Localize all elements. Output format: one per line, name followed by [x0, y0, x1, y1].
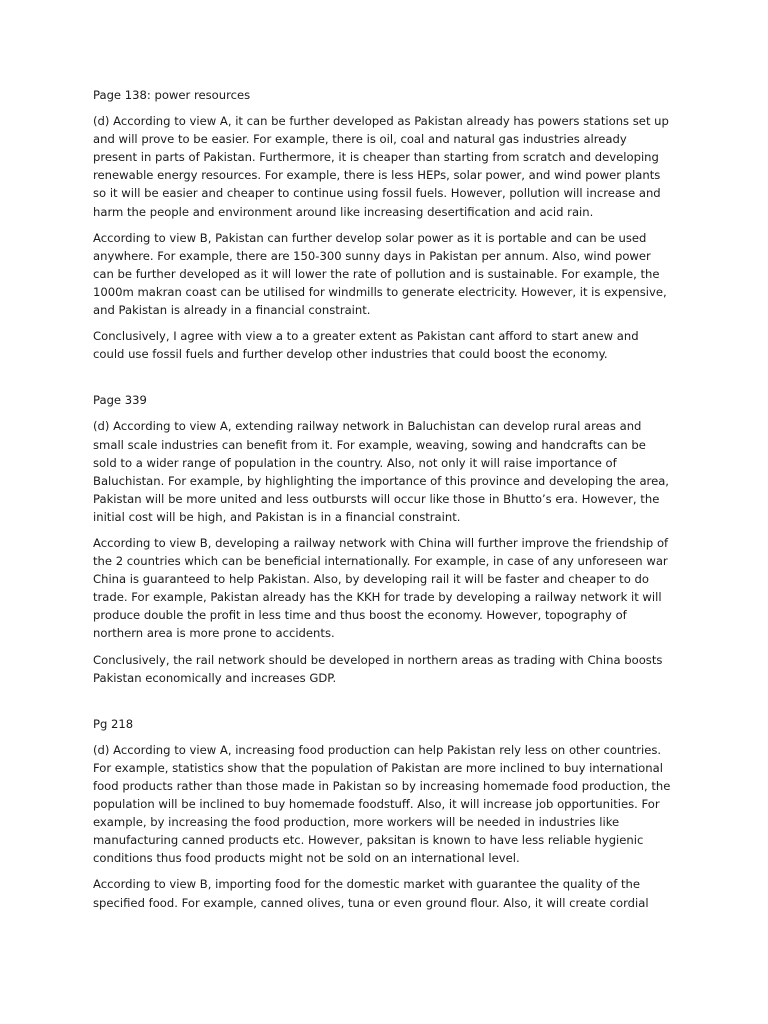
document-page — [93, 86, 673, 920]
paragraph: (d) According to view A, increasing food production can help Pakistan rely less on other countries. For example, statistics show that the population of Pakistan are more inclined to buy international food products rather than those made in Pakistan so by increasing homemade food production, the population will be inclined to buy homemade foodstuff. Also, it will increase job opportunities. For example, by increasing the food production, more workers will be needed in industries like manufacturing canned products etc. However, paksitan is known to have less reliable hygienic conditions thus food products might not be sold on an international level. — [93, 742, 671, 866]
section-railway — [93, 391, 673, 686]
section-heading: Pg 218 — [93, 716, 134, 731]
section-power-resources — [93, 86, 673, 363]
paragraph: According to view B, importing food for the domestic market with guarantee the quality of the specified food. For example, canned olives, tuna or even ground flour. Also, it will create cordial — [93, 877, 649, 910]
section-food-production — [93, 715, 673, 912]
paragraph: (d) According to view A, extending railway network in Baluchistan can develop rural areas and small scale industries can benefit from it. For example, weaving, sowing and handcrafts can be sold to a wider range of population in the country. Also, not only it will raise importance of Baluchistan. For example, by highlighting the importance of this province and developing the area, Pakistan will be more united and less outbursts will occur like those in Bhutto’s era. However, the initial cost will be high, and Pakistan is in a financial constraint. — [93, 419, 669, 524]
section-heading: Page 138: power resources — [93, 88, 251, 102]
section-heading: Page 339 — [93, 393, 147, 408]
paragraph: According to view B, Pakistan can further develop solar power as it is portable and can be used anywhere. For example, there are 150-300 sunny days in Pakistan per annum. Also, wind power can be further developed as it will lower the rate of pollution and is sustainable. For example, the 1000m makran coast can be utilised for windmills to generate electricity. However, it is expensive, and Pakistan is already in a financial constraint. — [93, 230, 667, 318]
paragraph: Conclusively, I agree with view a to a greater extent as Pakistan cant afford to start anew and could use fossil fuels and further develop other industries that could boost the economy. — [93, 329, 639, 362]
paragraph: (d) According to view A, it can be further developed as Pakistan already has powers stations set up and will prove to be easier. For example, there is oil, coal and natural gas industries already present in parts of Pakistan. Furthermore, it is cheaper than starting from scratch and developing renewable energy resources. For example, there is less HEPs, solar power, and wind power plants so it will be easier and cheaper to continue using fossil fuels. However, pollution will increase and harm the people and environment around like increasing desertification and acid rain. — [93, 114, 669, 219]
paragraph: According to view B, developing a railway network with China will further improve the friendship of the 2 countries which can be beneficial internationally. For example, in case of any unforeseen war China is guaranteed to help Pakistan. Also, by developing rail it will be faster and cheaper to do trade. For example, Pakistan already has the KKH for trade by developing a railway network it will produce double the profit in less time and thus boost the economy. However, topography of northern area is more prone to accidents. — [93, 535, 669, 641]
paragraph: Conclusively, the rail network should be developed in northern areas as trading with China boosts Pakistan economically and increases GDP. — [93, 652, 663, 685]
